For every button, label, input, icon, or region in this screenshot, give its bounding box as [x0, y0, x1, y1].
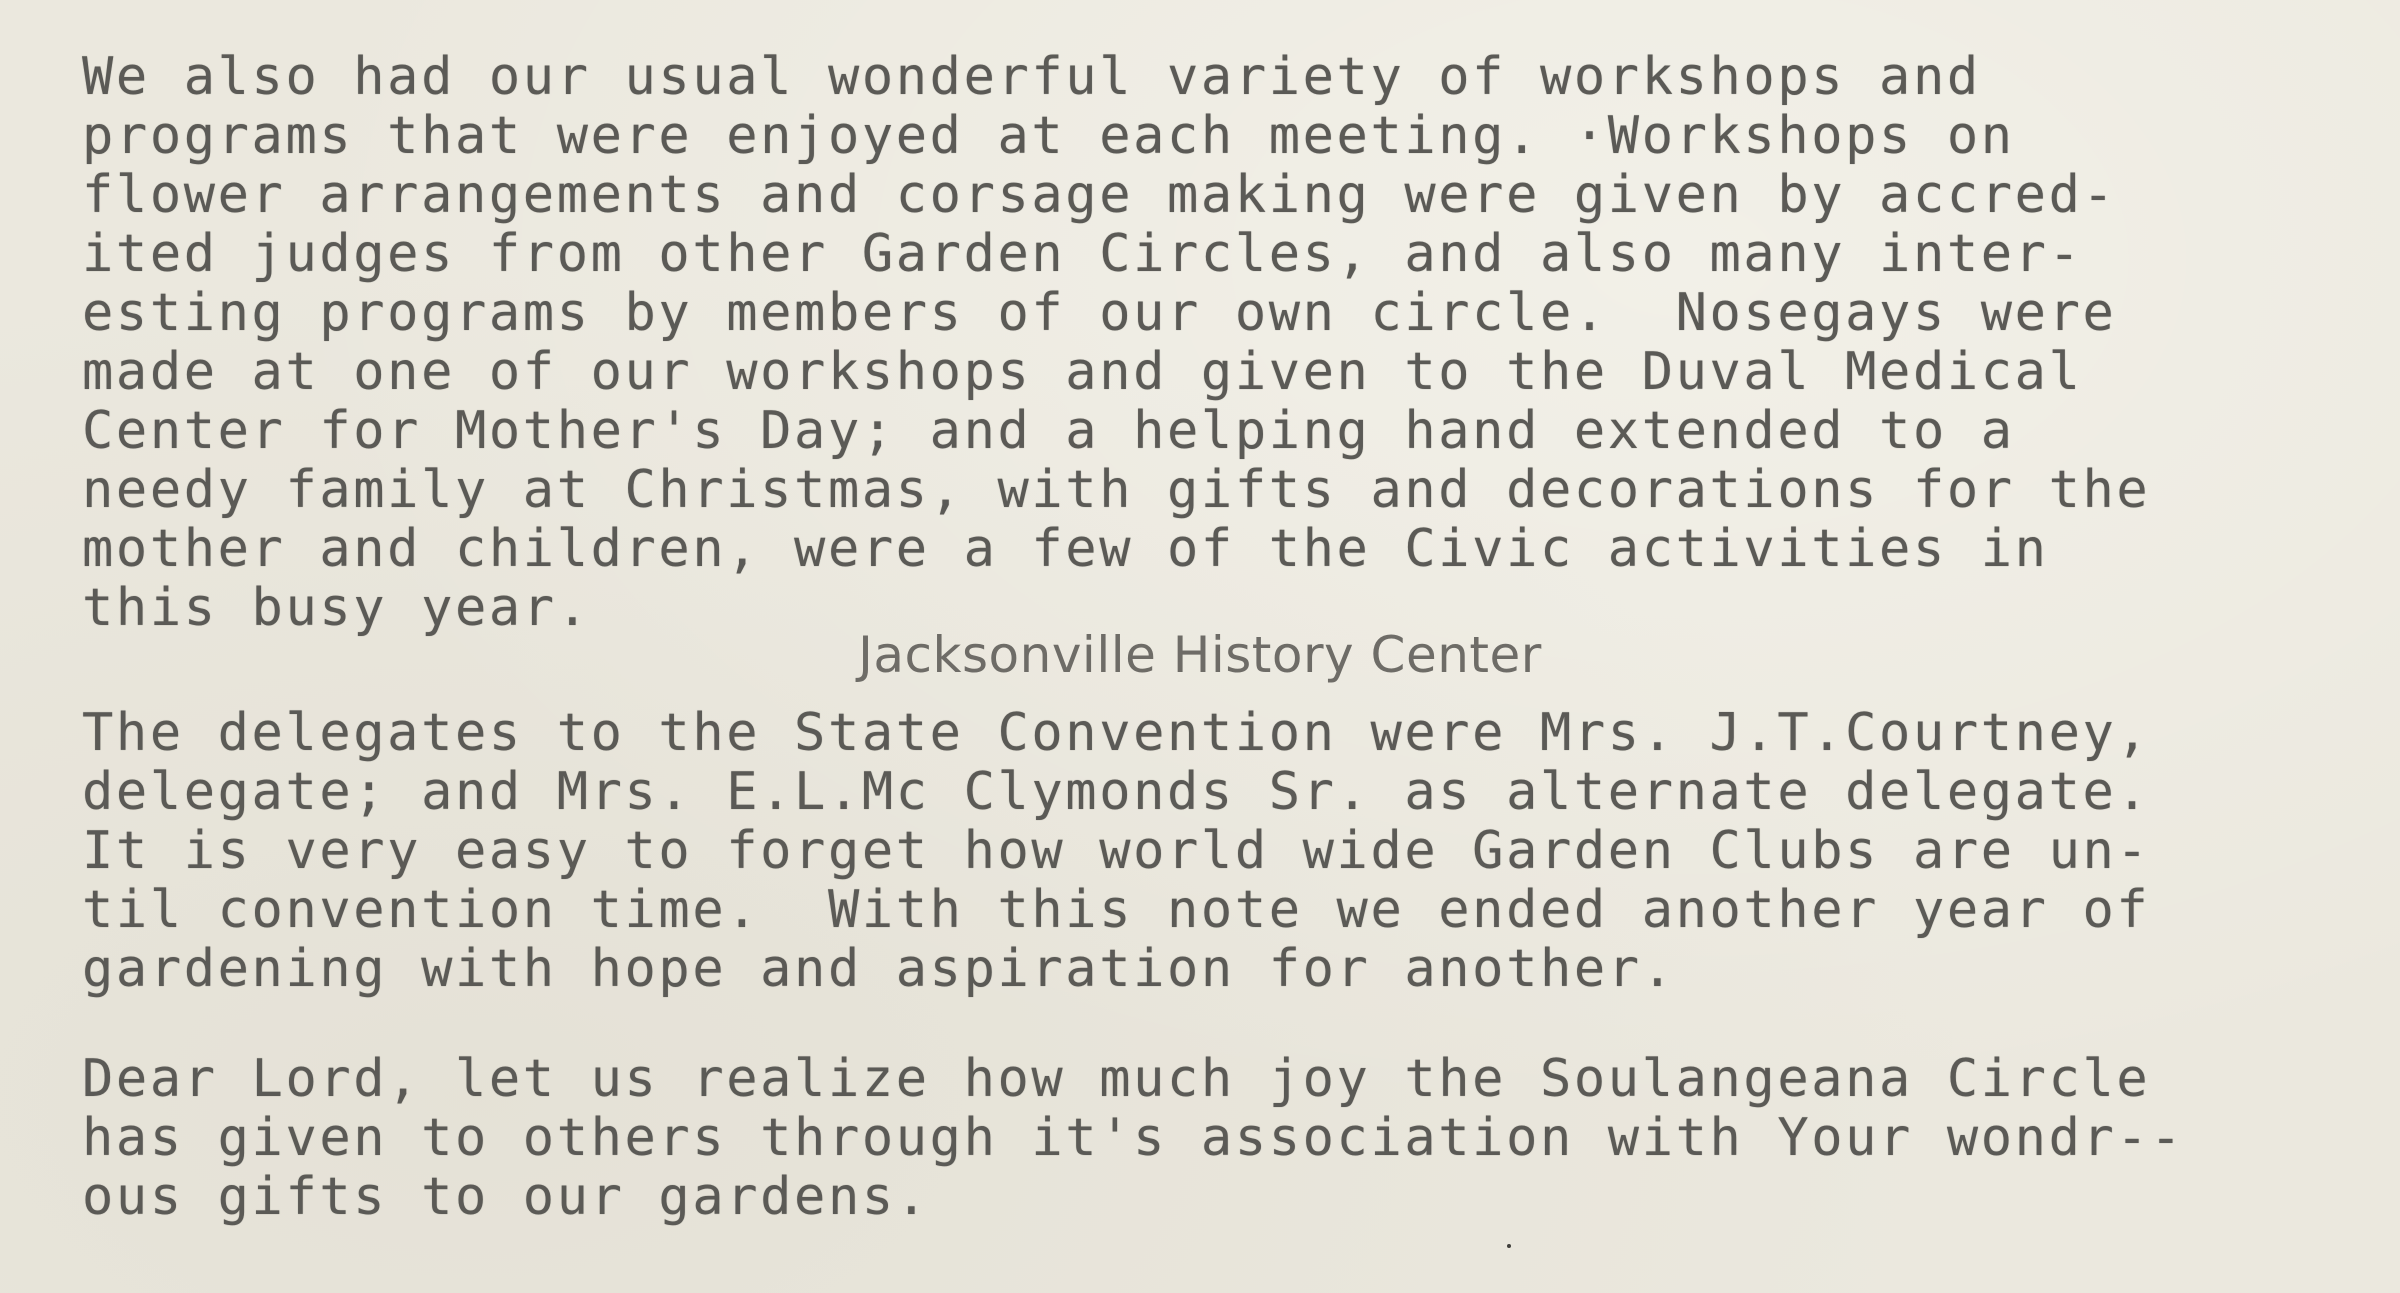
paragraph-workshops — [82, 48, 2150, 638]
text-line: Dear Lord, let us realize how much joy the Soulangeana Circle — [82, 1049, 2151, 1109]
text-line: ited judges from other Garden Circles, and also many inter- — [82, 224, 2083, 284]
text-line: needy family at Christmas, with gifts and decorations for the — [82, 460, 2151, 520]
text-line: We also had our usual wonderful variety of workshops and — [82, 47, 1981, 107]
text-line: has given to others through it's association with Your wondr-- — [82, 1108, 2185, 1168]
watermark-text: Jacksonville History Center — [858, 626, 1542, 684]
text-line: programs that were enjoyed at each meeting. ·Workshops on — [82, 106, 2015, 166]
text-line: It is very easy to forget how world wide Garden Clubs are un- — [82, 821, 2151, 881]
paper-speck — [1507, 1244, 1511, 1248]
text-line: mother and children, were a few of the Civic activities in — [82, 519, 2049, 579]
text-line: flower arrangements and corsage making were given by accred- — [82, 165, 2117, 225]
text-line: this busy year. — [82, 578, 591, 638]
text-line: gardening with hope and aspiration for another. — [82, 939, 1676, 999]
text-line: esting programs by members of our own circle. Nosegays were — [82, 283, 2117, 343]
text-line: til convention time. With this note we ended another year of — [82, 880, 2151, 940]
paragraph-prayer — [82, 1050, 2184, 1227]
text-line: The delegates to the State Convention were Mrs. J.T.Courtney, — [82, 703, 2151, 763]
text-line: made at one of our workshops and given to the Duval Medical — [82, 342, 2083, 402]
text-line: Center for Mother's Day; and a helping hand extended to a — [82, 401, 2015, 461]
text-line: delegate; and Mrs. E.L.Mc Clymonds Sr. as alternate delegate. — [82, 762, 2151, 822]
text-line: ous gifts to our gardens. — [82, 1167, 930, 1227]
paragraph-convention — [82, 704, 2150, 999]
